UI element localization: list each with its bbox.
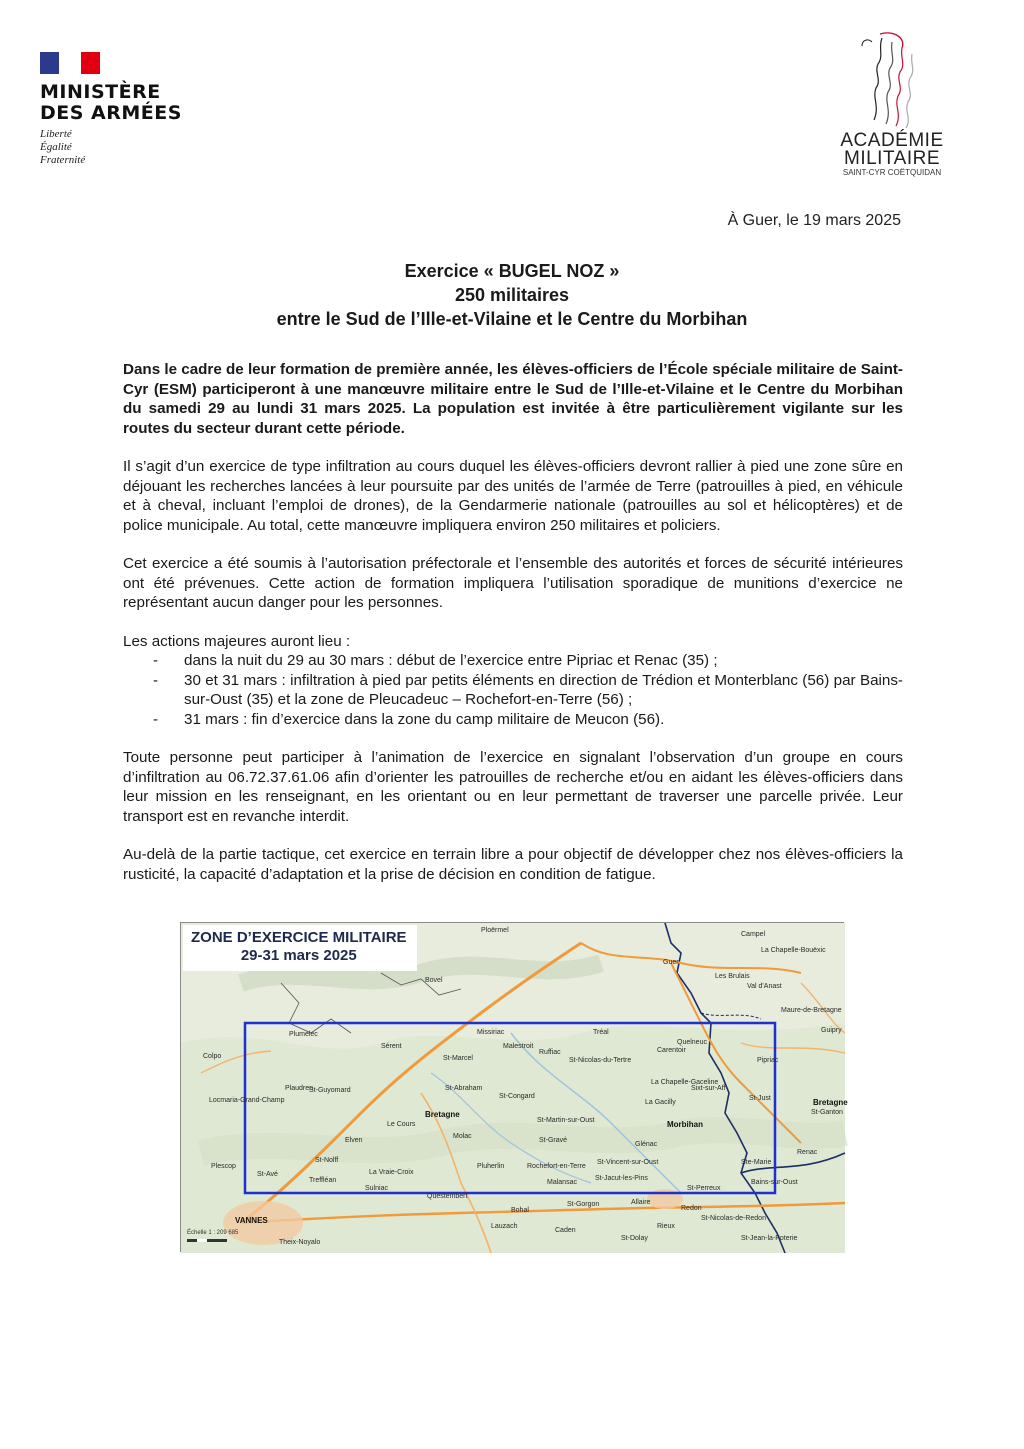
map-place-label: Sérent — [381, 1043, 402, 1050]
actions-intro: Les actions majeures auront lieu : — [123, 632, 351, 650]
motto-liberte: Liberté — [40, 128, 72, 140]
map-place-label: Glénac — [635, 1141, 658, 1148]
ministry-logo — [40, 52, 210, 167]
french-flag-icon — [40, 52, 100, 74]
academy-profiles-icon — [832, 28, 952, 132]
ministry-name-line2: DES ARMÉES — [40, 102, 182, 124]
map-title — [183, 925, 417, 971]
map-place-label: Plescop — [211, 1163, 236, 1170]
map-place-label: La Gacilly — [645, 1099, 676, 1106]
ministry-name — [40, 82, 210, 124]
map-place-label: St-Abraham — [445, 1085, 483, 1092]
map-region-label: Bretagne — [813, 1098, 848, 1107]
map-place-label: Missiriac — [477, 1029, 505, 1036]
list-item-text: 31 mars : fin d’exercice dans la zone du camp militaire de Meucon (56). — [184, 710, 665, 728]
map-place-label: Molac — [453, 1133, 472, 1140]
map-place-label: Renac — [797, 1149, 818, 1156]
map-place-label: Plaudren — [285, 1085, 314, 1092]
paragraph-objective: Au-delà de la partie tactique, cet exercice en terrain libre a pour objectif de développer chez nos élèves-officiers la rusticité, la capacité d’adaptation et la prise de décision en condition de fatigue. — [123, 846, 903, 883]
map-place-label: St-Nicolas-de-Redon — [701, 1215, 766, 1222]
map-place-label: St-Gravé — [539, 1137, 568, 1144]
map-place-label: Elven — [345, 1137, 363, 1144]
map-place-label: Locmaria-Grand-Champ — [209, 1097, 285, 1104]
paragraph-participation: Toute personne peut participer à l’animation de l’exercice en signalant l’observation d’un groupe en cours d’infiltration au 06.72.37.61.06 afin d’orienter les patrouilles de recherche et/ou en aidant les élèves-officiers dans leur mission en les renseignant, en les orientant ou en leur permettant de traverser une parcelle privée. Leur transport est en revanche interdit. — [123, 749, 903, 825]
map-place-label: St-Guyomard — [309, 1087, 351, 1094]
map-place-label: St-Perreux — [687, 1185, 721, 1192]
list-dash: - — [153, 652, 159, 669]
map-region-label: Bretagne — [425, 1110, 460, 1119]
list-item-text: dans la nuit du 29 au 30 mars : début de l’exercice entre Pipriac et Renac (35) ; — [184, 652, 718, 669]
map-place-label: St-Gorgon — [567, 1201, 600, 1208]
map-place-label: La Chapelle-Gaceline — [651, 1079, 719, 1086]
map-place-label: St-Just — [749, 1095, 771, 1102]
map-place-label: St-Ganton — [811, 1109, 843, 1116]
map-place-label: Val d'Anast — [747, 983, 782, 990]
map-place-label: Guer — [663, 959, 679, 966]
map-place-label: St-Vincent-sur-Oust — [597, 1159, 659, 1166]
map-place-label: Pipriac — [757, 1057, 779, 1064]
map-scale-label: Échelle 1 : 209 685 — [187, 1230, 239, 1236]
map-place-label: Quelneuc — [677, 1039, 707, 1046]
actions-list — [123, 651, 903, 729]
title-line1: Exercice « BUGEL NOZ » — [404, 261, 620, 281]
academy-logo — [822, 28, 962, 178]
press-body — [123, 360, 903, 903]
map-place-label: Bohal — [511, 1207, 529, 1214]
map-place-label: St-Martin-sur-Oust — [537, 1117, 595, 1124]
press-date: À Guer, le 19 mars 2025 — [727, 212, 901, 229]
map-place-label: La Vraie-Croix — [369, 1169, 414, 1176]
map-place-label: Treffléan — [309, 1177, 337, 1184]
map-place-label: St-Nicolas-du-Tertre — [569, 1057, 632, 1064]
map-place-label: Sulniac — [365, 1185, 388, 1192]
map-place-label: St-Marcel — [443, 1055, 473, 1062]
map-place-label: St-Avé — [257, 1171, 278, 1178]
map-place-label: Campel — [741, 931, 766, 938]
map-place-label: Carentoir — [657, 1047, 686, 1054]
map-place-label: St-Dolay — [621, 1235, 648, 1242]
map-place-label: Allaire — [631, 1199, 651, 1206]
paragraph-authorization: Cet exercice a été soumis à l’autorisation préfectorale et l’ensemble des autorités et forces de sécurité intérieures ont été prévenues. Cette action de formation impliquera l’utilisation sporadique de munitions d’exercice ne représentant aucun danger pour les personnes. — [123, 555, 903, 611]
academy-name-line3: SAINT-CYR COËTQUIDAN — [842, 168, 942, 177]
republic-motto — [40, 128, 210, 167]
motto-fraternite: Fraternité — [40, 154, 86, 166]
map-place-label: Ruffiac — [539, 1049, 561, 1056]
map-place-label: Caden — [555, 1227, 576, 1234]
map-place-label: Malestroit — [503, 1043, 534, 1050]
map-place-label: Plumelec — [289, 1031, 318, 1038]
map-place-label: Rochefort-en-Terre — [527, 1163, 586, 1170]
map-place-label: Bovel — [425, 977, 443, 984]
map-place-label: Bains-sur-Oust — [751, 1179, 798, 1186]
academy-name-line2: MILITAIRE — [844, 148, 940, 169]
list-dash: - — [153, 671, 159, 689]
paragraph-exercise: Il s’agit d’un exercice de type infiltration au cours duquel les élèves-officiers devront rallier à pied une zone sûre en déjouant les recherches lancées à leur poursuite par des unités de l’armée de Terre (patrouilles à pied, en véhicule et à cheval, incluant l’emploi de drones), de la Gendarmerie nationale (patrouilles au sol et hélicoptères) et de police municipale. Au total, cette manœuvre impliquera environ 250 militaires et policiers. — [123, 458, 903, 534]
motto-egalite: Égalité — [40, 141, 72, 153]
map-place-label: Ste-Marie — [741, 1159, 772, 1166]
map-place-label: Le Cours — [387, 1121, 416, 1128]
map-place-label: St-Jean-la-Poterie — [741, 1235, 798, 1242]
title-line2: 250 militaires — [454, 285, 570, 305]
map-place-label: Theix-Noyalo — [279, 1239, 321, 1246]
map-title-line1: ZONE D’EXERCICE MILITAIRE — [191, 929, 407, 946]
list-dash: - — [153, 710, 159, 728]
list-item-text: 30 et 31 mars : infiltration à pied par petits éléments en direction de Trédion et Monterblanc (56) par Bains-sur-Oust (35) et la zone de Pleucadeuc – Rochefort-en-Terre (56) ; — [184, 671, 903, 708]
map-place-label: Les Brulais — [715, 973, 750, 980]
map-title-line2: 29-31 mars 2025 — [240, 947, 357, 964]
map-place-label: St-Jacut-les-Pins — [595, 1175, 648, 1182]
academy-name-line1: ACADÉMIE — [840, 130, 944, 151]
map-place-label: Sixt-sur-Aff — [691, 1085, 726, 1092]
map-place-label: La Chapelle-Bouëxic — [761, 947, 826, 954]
list-item — [123, 710, 903, 730]
map-place-label: Questembert — [427, 1193, 468, 1200]
map-place-label: Ploërmel — [481, 927, 509, 934]
map-place-label: St-Nolff — [315, 1157, 339, 1164]
map-region-label: Morbihan — [667, 1120, 703, 1129]
ministry-name-line1: MINISTÈRE — [40, 81, 161, 103]
list-item — [123, 651, 903, 671]
map-place-label: Colpo — [203, 1053, 222, 1060]
list-item — [123, 671, 903, 710]
map-place-label: Lauzach — [491, 1223, 518, 1230]
map-place-label: Redon — [681, 1205, 702, 1212]
map-place-label: Rieux — [657, 1223, 675, 1230]
map-city-label: VANNES — [235, 1216, 268, 1225]
map-place-label: Maure-de-Bretagne — [781, 1007, 842, 1014]
title-line3: entre le Sud de l’Ille-et-Vilaine et le Centre du Morbihan — [276, 309, 748, 329]
map-place-label: Malansac — [547, 1179, 577, 1186]
exercise-zone-map — [180, 922, 848, 1252]
page-title — [0, 259, 1024, 331]
map-place-label: Guipry — [821, 1027, 842, 1034]
lead-paragraph: Dans le cadre de leur formation de première année, les élèves-officiers de l’École spéciale militaire de Saint-Cyr (ESM) participeront à une manœuvre militaire entre le Sud de l’Ille-et-Vilaine et le Centre du Morbihan du samedi 29 au lundi 31 mars 2025. La population est invitée à être particulièrement vigilante sur les routes du secteur durant cette période. — [123, 361, 903, 437]
map-place-label: St-Congard — [499, 1093, 535, 1100]
map-place-label: Pluherlin — [477, 1163, 505, 1170]
map-place-label: Tréal — [593, 1029, 609, 1036]
